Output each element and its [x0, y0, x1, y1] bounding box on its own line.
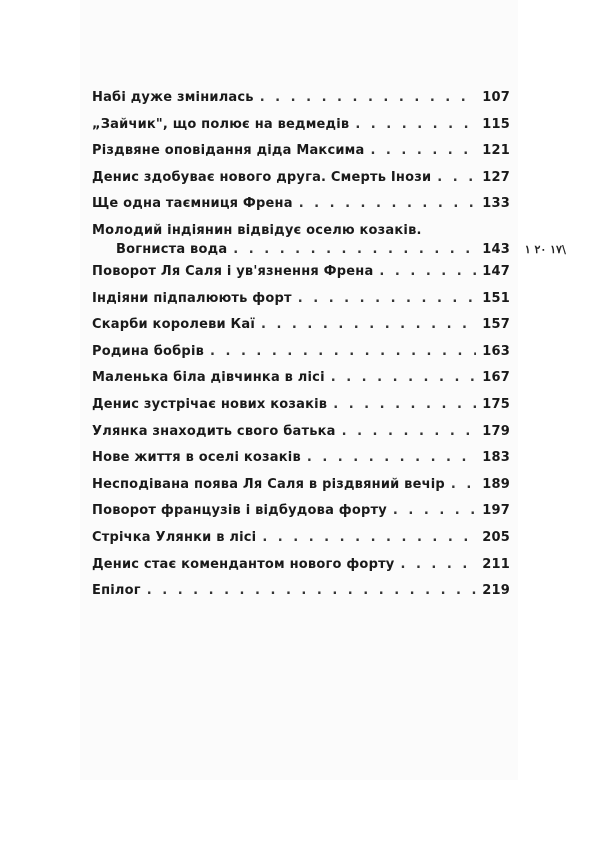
toc-entry [92, 503, 510, 530]
leader-dots [299, 196, 477, 211]
leader-dots [261, 317, 476, 332]
toc-entry [92, 242, 510, 264]
toc-entry [92, 583, 510, 610]
toc-entry-page: 163 [482, 343, 510, 359]
toc-entry-title: Нове життя в оселі козаків [92, 450, 301, 466]
toc-entry-title: Епілог [92, 583, 141, 599]
toc-entry [92, 117, 510, 144]
toc-entry-title: Різдвяне оповідання діда Максима [92, 143, 365, 159]
toc-entry-page: 197 [482, 503, 510, 519]
leader-dots [379, 264, 476, 279]
toc-entry [92, 196, 510, 223]
toc-entry-title: Скарби королеви Каї [92, 317, 255, 333]
leader-dots [370, 143, 476, 158]
toc-entry-page: 183 [482, 450, 510, 466]
leader-dots [260, 90, 477, 105]
toc-entry [92, 291, 510, 318]
toc-entry-page: 143 [482, 241, 510, 257]
toc-entry [92, 370, 510, 397]
toc-entry [92, 264, 510, 291]
toc-entry-title: Поворот французів і відбудова форту [92, 503, 387, 519]
leader-dots [262, 530, 476, 545]
toc-entry [92, 477, 510, 504]
toc-entry-title: Вогниста вода [116, 241, 228, 257]
toc-entry-page: 157 [482, 317, 510, 333]
toc-entry-page: 151 [482, 290, 510, 306]
toc-entry [92, 143, 510, 170]
table-of-contents [92, 90, 510, 610]
toc-entry-title: Родина бобрів [92, 343, 205, 359]
toc-entry [92, 170, 510, 197]
leader-dots [147, 583, 476, 598]
toc-entry-title: Стрічка Улянки в лісі [92, 529, 257, 545]
toc-entry-page: 189 [482, 476, 510, 492]
leader-dots [298, 291, 476, 306]
toc-entry-page: 147 [482, 263, 510, 279]
toc-entry [92, 450, 510, 477]
toc-entry-title: Денис стає комендантом нового форту [92, 556, 395, 572]
leader-dots [210, 344, 476, 359]
toc-entry-page: 175 [482, 396, 510, 412]
toc-entry-title: Денис здобуває нового друга. Смерть Інози [92, 169, 432, 185]
leader-dots [331, 370, 477, 385]
leader-dots [437, 170, 476, 185]
toc-entry [92, 424, 510, 451]
toc-entry-page: 167 [482, 370, 510, 386]
toc-entry [92, 344, 510, 371]
toc-entry [92, 530, 510, 557]
toc-entry [92, 317, 510, 344]
toc-entry-page: 133 [482, 196, 510, 212]
toc-entry-title: Ще одна таємниця Френа [92, 196, 293, 212]
toc-entry-page: 115 [482, 116, 510, 132]
toc-entry [92, 557, 510, 584]
toc-entry-title: Поворот Ля Саля і ув'язнення Френа [92, 263, 374, 279]
toc-entry-page: 179 [482, 423, 510, 439]
toc-entry-page: 127 [482, 169, 510, 185]
leader-dots [355, 117, 476, 132]
toc-entry-page: 211 [482, 556, 510, 572]
toc-entry-page: 107 [482, 90, 510, 105]
handwritten-annotation: ١٧ ٢٠ ١\ [524, 243, 566, 256]
toc-entry [92, 90, 510, 117]
toc-entry-title: Улянка знаходить свого батька [92, 423, 336, 439]
toc-entry-title: Несподівана поява Ля Саля в різдвяний вечір [92, 476, 445, 492]
toc-entry-page: 121 [482, 143, 510, 159]
leader-dots [307, 450, 476, 465]
toc-entry [92, 397, 510, 424]
leader-dots [393, 503, 476, 518]
toc-entry-page: 219 [482, 583, 510, 599]
toc-entry-title: Денис зустрічає нових козаків [92, 396, 328, 412]
toc-entry-title: Індіяни підпалюють форт [92, 290, 292, 306]
toc-entry-page: 205 [482, 529, 510, 545]
leader-dots [342, 424, 477, 439]
toc-entry [92, 223, 510, 242]
leader-dots [451, 477, 476, 492]
toc-entry-title: Набі дуже змінилась [92, 90, 254, 105]
leader-dots [400, 557, 476, 572]
toc-entry-title: Маленька біла дівчинка в лісі [92, 370, 325, 386]
toc-entry-title: „Зайчик", що полює на ведмедів [92, 116, 350, 132]
leader-dots [233, 242, 476, 257]
toc-entry-title: Молодий індіянин відвідує оселю козаків. [92, 222, 422, 238]
leader-dots [333, 397, 476, 412]
